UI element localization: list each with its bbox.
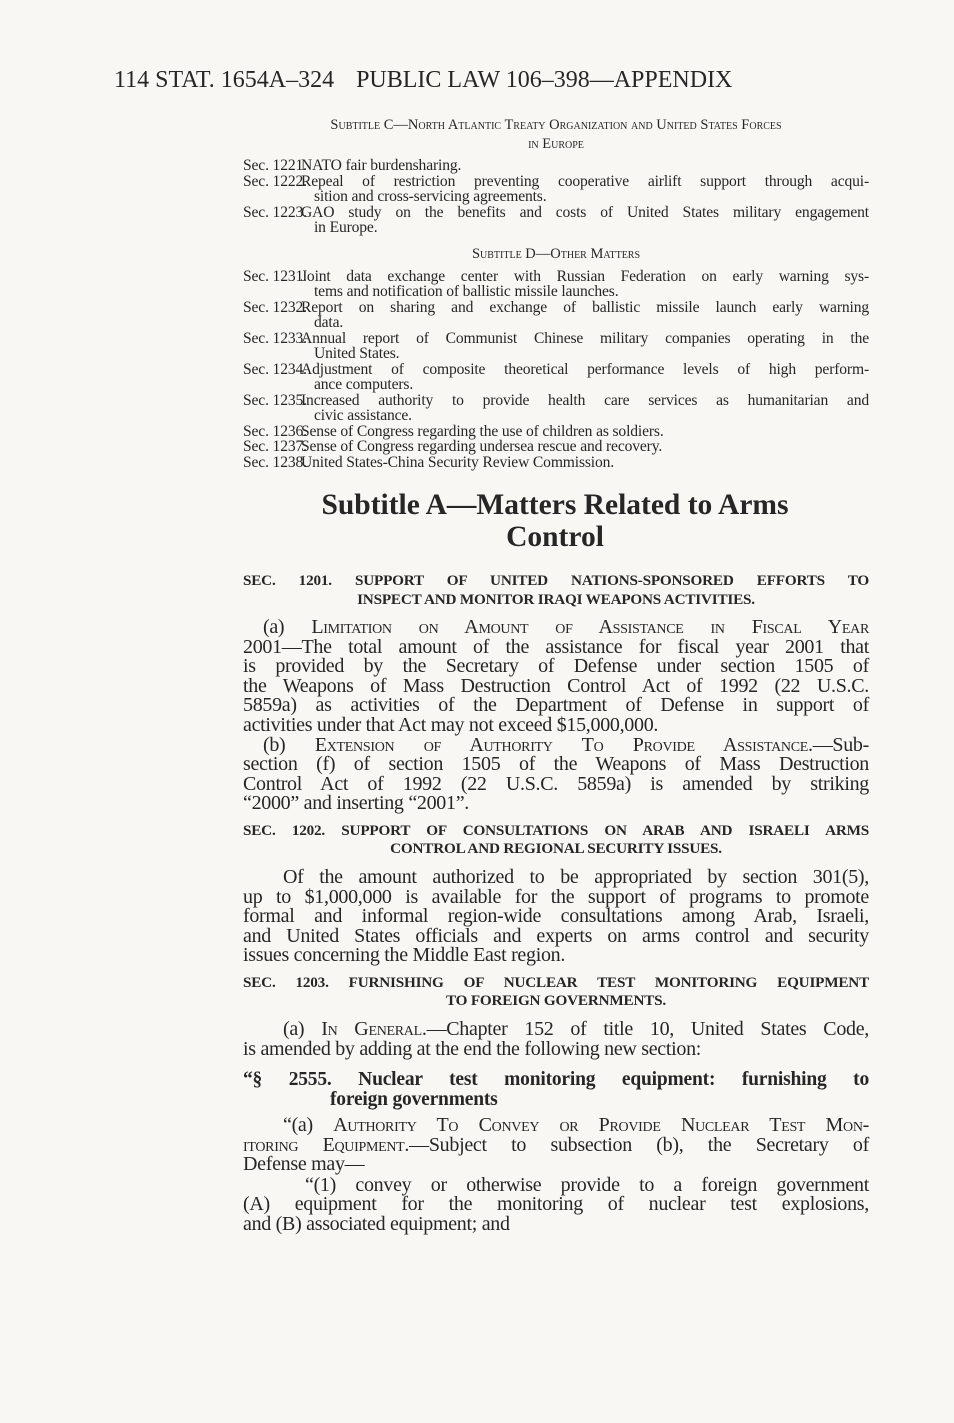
toc-section-number: Sec. 1238. — [243, 453, 307, 471]
toc-line — [243, 362, 869, 378]
paragraph-line — [243, 946, 869, 966]
sec-2555-heading — [243, 1070, 869, 1109]
sec-1202-heading — [243, 822, 869, 859]
toc-line — [243, 393, 869, 409]
toc-section-title: Report on sharing and exchange of ballistic missile launch early warning — [301, 298, 869, 316]
section-heading-line: “§ 2555. Nuclear test monitoring equipment: furnishing to — [243, 1069, 869, 1091]
section-heading-line: SEC. 1202. SUPPORT OF CONSULTATIONS ON ARAB AND ISRAELI ARMS — [243, 821, 869, 839]
toc-line — [243, 174, 869, 190]
toc-entry — [243, 362, 869, 393]
sec-1203-heading — [243, 974, 869, 1011]
heading-line: in Europe — [528, 136, 584, 152]
toc-line — [243, 331, 869, 347]
toc-entry — [243, 331, 869, 362]
toc-line — [243, 220, 869, 236]
toc-section-number: Sec. 1233. — [243, 329, 307, 347]
text-run: is amended by adding at the end the following new section: — [243, 1037, 702, 1060]
small-caps-heading: Extension of Authority To Provide Assistance. — [314, 733, 813, 756]
text-run: —Chapter 152 of title 10, United States Code, — [426, 1017, 870, 1040]
sec-1201-heading — [243, 572, 869, 609]
toc-line — [243, 424, 869, 440]
toc-entry — [243, 158, 869, 174]
sec-1202-body — [243, 865, 869, 967]
toc-section-number: Sec. 1235. — [243, 391, 307, 409]
sec-2555-paragraph-1 — [243, 1173, 869, 1236]
text-run: the Weapons of Mass Destruction Control Act of 1992 (22 U.S.C. — [243, 674, 869, 697]
toc-section-title: Sense of Congress regarding undersea rescue and recovery. — [301, 438, 663, 455]
toc-line — [243, 315, 869, 331]
paragraph-line — [243, 1037, 869, 1060]
toc-entry — [243, 439, 869, 455]
page-body — [243, 116, 869, 1235]
paragraph-line — [243, 794, 869, 814]
toc-entry — [243, 455, 869, 471]
small-caps-heading: Authority To Convey or Provide Nuclear Test Mon- — [333, 1114, 869, 1137]
toc-section-title: civic assistance. — [314, 407, 412, 424]
sec-1201-subsection-b — [243, 733, 869, 815]
section-heading-line: INSPECT AND MONITOR IRAQI WEAPONS ACTIVITIES. — [357, 590, 755, 608]
toc-section-title: NATO fair burdensharing. — [301, 157, 462, 174]
text-run: and United States officials and experts on arms control and security — [243, 924, 869, 947]
text-run: and (B) associated equipment; and — [243, 1213, 510, 1236]
text-run: (A) equipment for the monitoring of nuclear test explosions, — [243, 1193, 869, 1216]
toc-line — [243, 439, 869, 455]
sec-1203-subsection-a — [243, 1017, 870, 1060]
sec-1201-subsection-a — [243, 618, 869, 736]
heading-line: Control — [506, 521, 604, 553]
running-header-page-number: 114 STAT. 1654A–324 — [114, 67, 335, 93]
toc-section-number: Sec. 1234. — [243, 360, 307, 378]
toc-entry — [243, 174, 869, 205]
toc-section-number: Sec. 1236. — [243, 422, 307, 440]
toc-section-number: Sec. 1222. — [243, 172, 307, 190]
text-run: section (f) of section 1505 of the Weapons of Mass Destruction — [243, 753, 869, 776]
toc-line — [243, 377, 869, 393]
subtitle-c-heading — [243, 116, 869, 154]
running-header — [114, 66, 732, 94]
toc-subtitle-c — [243, 158, 869, 236]
text-run: “2000” and inserting “2001”. — [243, 792, 469, 815]
section-heading-line: SEC. 1201. SUPPORT OF UNITED NATIONS-SPONSORED EFFORTS TO — [243, 572, 869, 589]
paragraph-line — [243, 1155, 869, 1175]
toc-entry — [243, 300, 869, 331]
toc-section-title: ance computers. — [314, 376, 414, 393]
text-run: 5859a) as activities of the Department of Defense in support of — [243, 694, 869, 717]
heading-line: Subtitle C—North Atlantic Treaty Organization and United States Forces — [330, 117, 782, 133]
section-heading-line: SEC. 1203. FURNISHING OF NUCLEAR TEST MONITORING EQUIPMENT — [243, 973, 869, 991]
toc-section-title: sition and cross-servicing agreements. — [314, 188, 547, 205]
toc-line — [243, 189, 869, 205]
text-run: 2001—The total amount of the assistance for fiscal year 2001 that — [243, 635, 869, 658]
text-run: —Sub- — [812, 733, 869, 756]
toc-section-title: United States-China Security Review Commission. — [301, 453, 615, 471]
text-run: (a) — [263, 616, 312, 638]
section-heading-line: TO FOREIGN GOVERNMENTS. — [445, 992, 666, 1010]
toc-section-number: Sec. 1223. — [243, 203, 307, 221]
sec-2555-subsection-a — [243, 1116, 869, 1175]
small-caps-heading: Limitation on Amount of Assistance in Fiscal Year — [311, 616, 870, 638]
section-heading-line: foreign governments — [330, 1088, 498, 1110]
toc-line — [243, 158, 869, 174]
toc-section-number: Sec. 1231. — [243, 267, 307, 285]
heading-line: Subtitle D—Other Matters — [471, 245, 641, 262]
toc-section-title: Adjustment of composite theoretical performance levels of high perform- — [301, 360, 869, 378]
toc-section-title: United States. — [314, 345, 400, 362]
toc-section-title: Repeal of restriction preventing cooperative airlift support through acqui- — [301, 172, 869, 190]
toc-line — [243, 346, 869, 362]
toc-line — [243, 269, 869, 285]
text-run: Of the amount authorized to be appropriated by section 301(5), — [283, 865, 869, 888]
toc-section-number: Sec. 1232. — [243, 298, 307, 316]
toc-section-title: Joint data exchange center with Russian Federation on early warning sys- — [301, 267, 869, 285]
toc-entry — [243, 269, 869, 300]
text-run: “(1) convey or otherwise provide to a foreign government — [305, 1173, 869, 1196]
text-run: “(a) — [283, 1114, 334, 1137]
toc-line — [243, 408, 869, 424]
toc-section-number: Sec. 1237. — [243, 438, 307, 455]
text-run: issues concerning the Middle East region. — [243, 944, 566, 967]
text-run: formal and informal region-wide consultations among Arab, Israeli, — [243, 905, 869, 928]
small-caps-heading: itoring Equipment. — [243, 1133, 410, 1156]
toc-subtitle-d — [243, 269, 869, 471]
text-run: up to $1,000,000 is available for the support of programs to promote — [243, 885, 869, 908]
text-run: —Subject to subsection (b), the Secretary of — [409, 1133, 869, 1156]
toc-entry — [243, 205, 869, 236]
subtitle-d-heading — [243, 245, 869, 264]
text-run: (a) — [283, 1017, 322, 1040]
toc-section-title: tems and notification of ballistic missile launches. — [314, 283, 619, 300]
toc-line — [243, 205, 869, 221]
text-run: is provided by the Secretary of Defense under section 1505 of — [243, 655, 869, 678]
text-run: activities under that Act may not exceed $15,000,000. — [243, 713, 659, 736]
toc-entry — [243, 393, 869, 424]
toc-section-number: Sec. 1221. — [243, 157, 307, 174]
paragraph-line — [243, 1215, 869, 1235]
toc-line — [243, 284, 869, 300]
toc-section-title: Annual report of Communist Chinese military companies operating in the — [301, 329, 869, 347]
text-run: Control Act of 1992 (22 U.S.C. 5859a) is amended by striking — [243, 772, 869, 795]
section-heading-line: CONTROL AND REGIONAL SECURITY ISSUES. — [390, 840, 722, 858]
subtitle-a-title — [230, 489, 880, 553]
toc-entry — [243, 424, 869, 440]
small-caps-heading: In General. — [321, 1017, 427, 1040]
toc-section-title: Increased authority to provide health care services as humanitarian and — [301, 391, 869, 409]
text-run: Defense may— — [243, 1153, 365, 1176]
toc-section-title: GAO study on the benefits and costs of United States military engagement — [301, 203, 869, 221]
toc-line — [243, 300, 869, 316]
text-run: (b) — [263, 733, 315, 756]
heading-line: Subtitle A—Matters Related to Arms — [321, 489, 789, 521]
toc-line — [243, 455, 869, 471]
toc-section-title: in Europe. — [314, 219, 378, 236]
toc-section-title: data. — [314, 314, 344, 331]
toc-section-title: Sense of Congress regarding the use of children as soldiers. — [301, 422, 664, 440]
running-header-title: PUBLIC LAW 106–398—APPENDIX — [356, 67, 733, 93]
